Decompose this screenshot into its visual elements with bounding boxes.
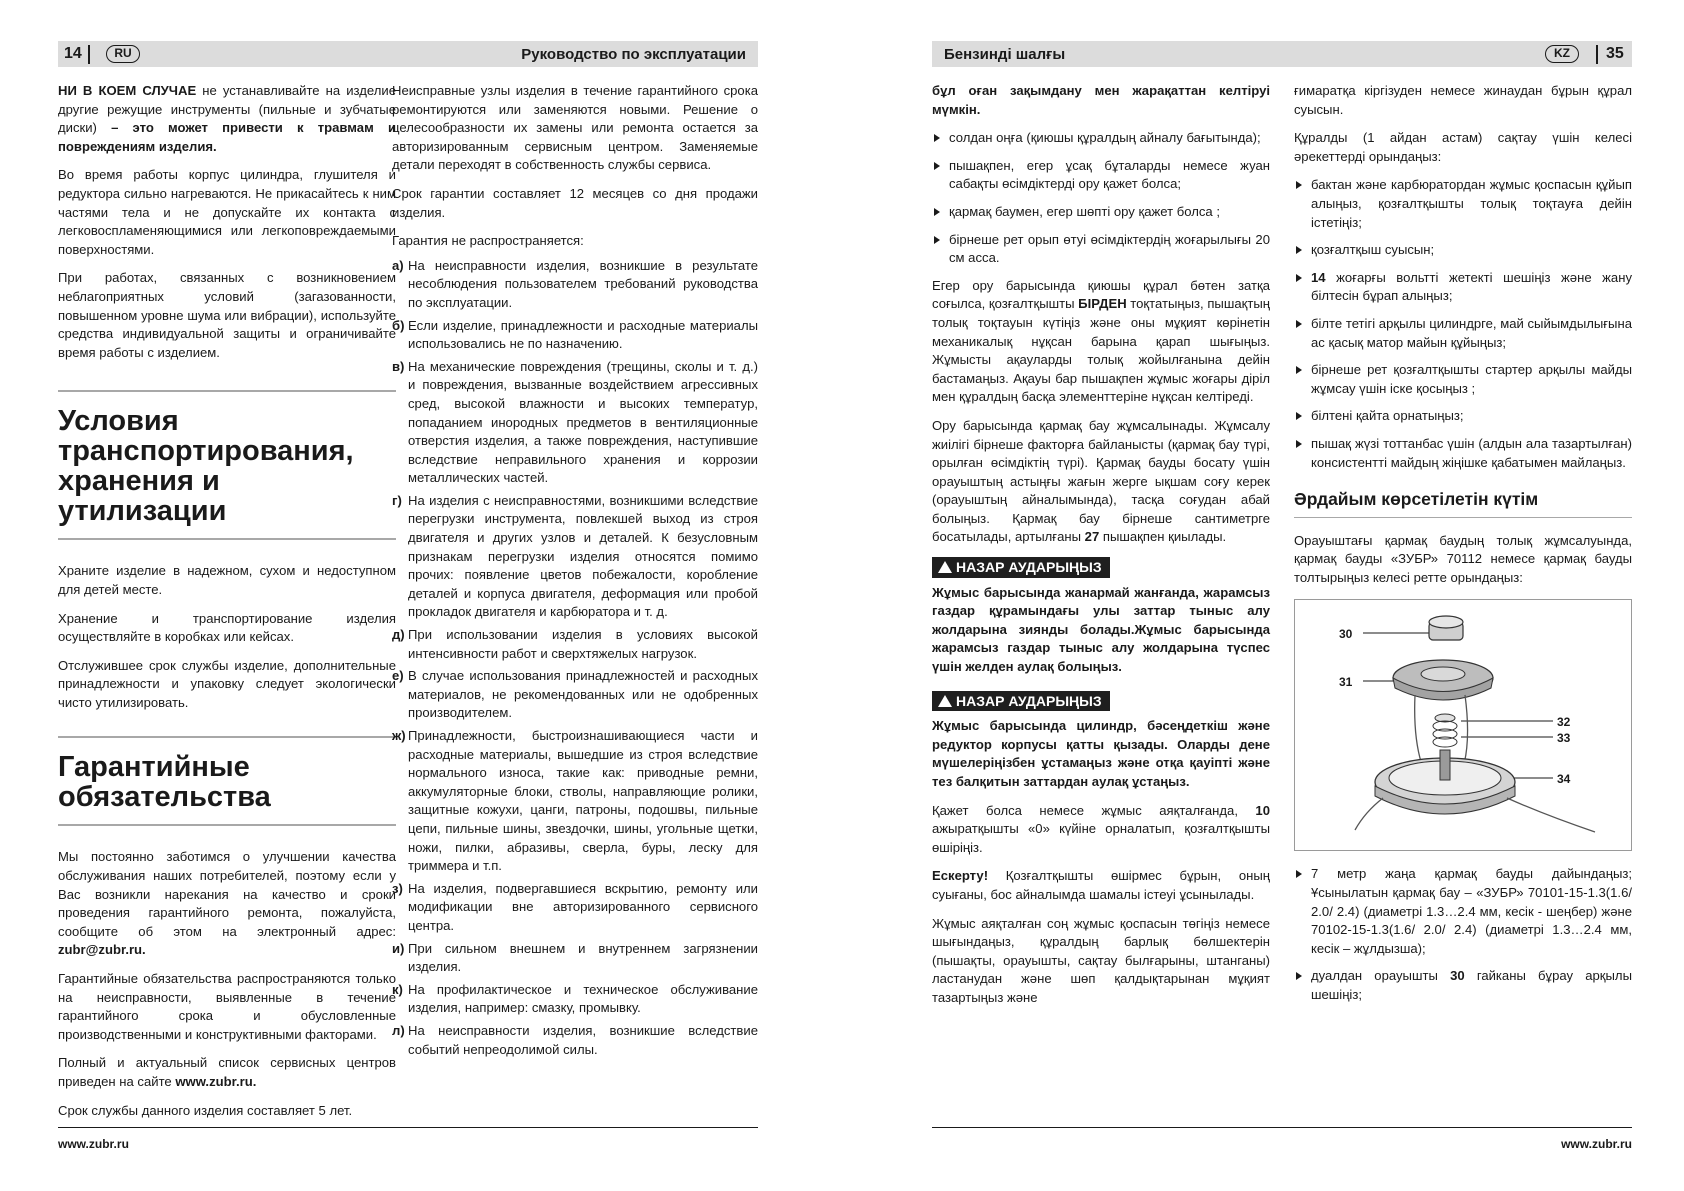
page-number: 35 xyxy=(1606,45,1624,62)
list-item: бактан және карбюратордан жұмыс қоспасын құйып алыңыз, қозғалтқышты толық тоқтауға дейін істетіңіз; xyxy=(1294,176,1632,232)
bullet-arrow-icon xyxy=(1294,269,1308,306)
list-item: д) При использовании изделия в условиях высокой интенсивности работ и сверхтяжелых нагрузок. xyxy=(392,627,758,661)
header-bar xyxy=(932,41,1632,67)
section-title-storage: Условия транспортирования, хранения и утилизации xyxy=(58,405,354,528)
warning-triangle-icon xyxy=(938,561,952,573)
list-item: білтені қайта орнатыңыз; xyxy=(1294,407,1632,426)
warning-banner: НАЗАР АУДАРЫҢЫЗ xyxy=(932,557,1110,578)
list-item: пышақпен, егер ұсақ бұталарды немесе жуан сабақты өсімдіктерді ору қажет болса; xyxy=(932,157,1270,194)
disposal-paragraph: Отслужившее срок службы изделие, дополнительные принадлежности и упаковку следует экологически чисто утилизировать. xyxy=(58,657,396,710)
list-item: қозғалтқыш суысын; xyxy=(1294,241,1632,260)
list-item: бірнеше рет қозғалтқышты стартер арқылы майды жұмсау үшін іске қосыңыз ; xyxy=(1294,361,1632,398)
section-divider xyxy=(58,390,396,392)
service-life-paragraph: Срок службы данного изделия составляет 5 лет. xyxy=(58,1102,353,1118)
page-number: 14 xyxy=(64,45,82,62)
warning-text: Жұмыс барысында жанармай жанғанда, жарамсыз газдар құрамындағы улы заттар тыныс алу жолдарына зиянды болады.Жұмыс барысында жарамсыз газдар тыныс алу жолдарына түспес үшін желден аулақ болыңыз. xyxy=(932,584,1270,675)
list-item: солдан оңға (қиюшы құралдың айналу бағытында); xyxy=(932,129,1270,148)
list-item: 14 жоғарғы вольтті жетекті шешіңіз және жану білтесін бұрап алыңыз; xyxy=(1294,269,1632,306)
storage-bullets xyxy=(1294,176,1632,472)
list-item: з) На изделия, подвергавшиеся вскрытию, ремонту или модификации вне авторизированного сервисного центра. xyxy=(392,880,758,933)
list-item: г) На изделия с неисправностями, возникшими вследствие перегрузки инструмента, повлекшей выход из строя двигателя и других узлов и деталей. К безусловным признакам перегрузки изделия относятся помимо прочих: появление цветов побежалости, коробление деталей и корпуса двигателя, деформация или пробой прокладок двигателя и карбюратора и т. д. xyxy=(392,492,758,620)
section-divider xyxy=(58,824,396,826)
right-column-2 xyxy=(1294,82,1632,1014)
exclusions-list xyxy=(392,257,758,1059)
bullet-arrow-icon xyxy=(932,157,946,194)
list-item: и) При сильном внешнем и внутреннем загрязнении изделия. xyxy=(392,940,758,975)
mowing-bullets xyxy=(932,129,1270,268)
service-centers-paragraph: Полный и актуальный список сервисных центров приведен на сайте www.zubr.ru. xyxy=(58,1055,396,1089)
switch-off-paragraph: Қажет болса немесе жұмыс аяқталғанда, 10 ажыратқышты «0» күйіне орналатып, қозғалтқышты өшіріңіз. xyxy=(932,802,1270,855)
section-divider xyxy=(58,538,396,540)
collision-paragraph: Егер ору барысында қиюшы құрал бөтен затқа соғылса, қозғалтқышты БІРДЕН тоқтатыңыз, пышақтың толық тоқтауын күтіңіз және оны мұқият көрінетін механикалық нұқсан барына қарап шығыңыз. Жұмысты ақауларды толық жойылғанына дейін бастамаңыз. Ақауы бар пышақпен жұмыс жоғары діріл мен құралдың басқа элементтеріне нұқсан келтіреді. xyxy=(932,277,1270,405)
warning-triangle-icon xyxy=(938,695,952,707)
warranty-scope-paragraph: Гарантийные обязательства распространяются только на неисправности, выявленные в течение гарантийного срока и обусловленные производственными и конструктивными факторами. xyxy=(58,971,396,1042)
callout-label: 31 xyxy=(1339,675,1353,690)
language-badge: KZ xyxy=(1545,45,1579,63)
footer-url[interactable]: www.zubr.ru xyxy=(1561,1137,1632,1151)
line-replacement-bullets xyxy=(1294,865,1632,1004)
line-replacement-intro: Орауыштағы қармақ баудың толық жұмсалуында, қармақ бауды «ЗУБР» 70112 немесе қармақ бауды толтырыңыз келесі ретте орындаңыз: xyxy=(1294,532,1632,585)
list-item: е) В случае использования принадлежностей и расходных материалов, не рекомендованных или не одобренных производителем. xyxy=(392,668,758,721)
website-link[interactable]: www.zubr.ru. xyxy=(175,1074,257,1089)
safety-paragraph: НИ В КОЕМ СЛУЧАЕ не устанавливайте на изделие другие режущие инструменты (пильные и зубчатые диски) – это может привести к травмам и повреждениям изделия. xyxy=(58,83,396,154)
bullet-arrow-icon xyxy=(1294,361,1308,398)
email-link[interactable]: zubr@zubr.ru. xyxy=(58,942,146,958)
list-item: пышақ жүзі тоттанбас үшін (алдын ала тазартылған) консистентті майдың жіңішке қабатымен майлаңыз. xyxy=(1294,435,1632,472)
storage-paragraph: Храните изделие в надежном, сухом и недоступном для детей месте. xyxy=(58,563,396,597)
callout-label: 30 xyxy=(1339,627,1353,642)
bullet-arrow-icon xyxy=(932,231,946,268)
trimmer-head-figure xyxy=(1294,599,1632,851)
list-item: б) Если изделие, принадлежности и расходные материалы использовались не по назначению. xyxy=(392,317,758,352)
list-item: 7 метр жаңа қармақ бауды дайындаңыз; Ұсынылатын қармақ бау – «ЗУБР» 70101-15-1.3(1.6/ 2.0/ 2.4) (диаметрі 1.3…2.4 мм, кесік - шеңбер) және 70102-15-1.3(1.6/ 2.0/ 2.4) (диаметрі 1.3…2.4 мм, кесік – жұлдызша); xyxy=(1294,865,1632,958)
note-paragraph: Ескерту! Қозғалтқышты өшірмес бұрын, оның суығаны, бос айналымда шамалы істеуі ұсынылады. xyxy=(932,868,1270,902)
list-item: л) На неисправности изделия, возникшие вследствие событий непреодолимой силы. xyxy=(392,1022,758,1057)
bullet-arrow-icon xyxy=(932,203,946,222)
section-divider xyxy=(58,736,396,738)
header-title: Бензинді шалғы xyxy=(944,46,1066,63)
subsection-divider xyxy=(1294,517,1632,518)
subsection-title: Әрдайым көрсетілетін күтім xyxy=(1294,489,1539,510)
list-item: в) На механические повреждения (трещины, сколы и т. д.) и повреждения, вызванные воздействием агрессивных сред, высокой влажности и высоких температур, попаданием инородных предметов в вентиляционные отверстия изделия, а также повреждения, наступившие вследствие неправильного хранения и коррозии металлических частей. xyxy=(392,358,758,486)
header-title: Руководство по эксплуатации xyxy=(521,46,746,63)
damage-note: бұл оған зақымдану мен жарақаттан келтіруі мүмкін. xyxy=(932,83,1270,117)
bullet-arrow-icon xyxy=(1294,241,1308,260)
bullet-arrow-icon xyxy=(1294,176,1308,232)
footer-url[interactable]: www.zubr.ru xyxy=(58,1137,129,1151)
list-item: қармақ баумен, егер шөпті ору қажет болса ; xyxy=(932,203,1270,222)
transport-paragraph: Хранение и транспортирование изделия осуществляйте в коробках или кейсах. xyxy=(58,610,396,645)
bullet-arrow-icon xyxy=(1294,315,1308,352)
section-title-warranty: Гарантийные обязательства xyxy=(58,751,271,814)
cooldown-paragraph: ғимаратқа кіргізуден немесе жинаудан бұрын құрал суысын. xyxy=(1294,83,1632,117)
list-item: білте тетігі арқылы цилиндрге, май сыйымдылығына ас қасық матор майын құйыңыз; xyxy=(1294,315,1632,352)
service-quality-paragraph: Мы постоянно заботимся о улучшении качества обслуживания наших потребителей, поэтому если у Вас возникли нарекания на качество и сроки проведения гарантийного ремонта, пожалуйста, сообщите об этом на электронный адрес: zubr@zubr.ru. xyxy=(58,849,396,958)
list-item: ж) Принадлежности, быстроизнашивающиеся части и расходные материалы, вышедшие из строя вследствие нормального износа, такие как: приводные ремни, аккумуляторные блоки, стволы, направляющие ролики, защитные кожухи, цанги, патроны, подошвы, пильные цепи, пильные шины, звездочки, шины, угольные щетки, ножи, пилки, абразивы, сверла, буры, леску для триммера и т.п. xyxy=(392,728,758,874)
repair-paragraph: Неисправные узлы изделия в течение гарантийного срока ремонтируются или заменяются новыми. Решение о целесообразности их замены или ремонта остается за авторизированным сервисным центром. Заменяемые детали переходят в собственность службы сервиса. xyxy=(392,83,758,173)
bullet-arrow-icon xyxy=(1294,435,1308,472)
footer-rule xyxy=(58,1127,758,1128)
right-page xyxy=(932,0,1632,1191)
header-divider xyxy=(1596,45,1598,64)
header-bar xyxy=(58,41,758,67)
bullet-arrow-icon xyxy=(1294,865,1308,958)
heat-warning-paragraph: Во время работы корпус цилиндра, глушителя и редуктора сильно нагреваются. Не прикасайтесь к ним частями тела и не допускайте их контакта с легковоспламеняющимися или легкоповреждаемыми поверхностями. xyxy=(58,167,396,257)
warranty-period-paragraph: Срок гарантии составляет 12 месяцев со дня продажи изделия. xyxy=(392,185,758,220)
bullet-arrow-icon xyxy=(932,129,946,148)
list-item: бірнеше рет орып өтуі өсімдіктердің жоғарылығы 20 см асса. xyxy=(932,231,1270,268)
callout-label: 34 xyxy=(1557,772,1571,787)
line-usage-paragraph: Ору барысында қармақ бау жұмсалынады. Жұмсалу жиілігі бірнеше факторға байланысты (қармақ бау түрі, орылған өсімдіктің түрі). Қармақ бауды босату үшін орауыштың астыңғы жағын жерге ықшам соғу керек (орауыштың айналымында), тасқа соғудан абай болыңыз. Қармақ бау бірнеше сантиметрге босатылады, артылғаны 27 пышақпен қиылады. xyxy=(932,417,1270,545)
footer-rule xyxy=(932,1127,1632,1128)
callout-label: 32 xyxy=(1557,715,1571,730)
bullet-arrow-icon xyxy=(1294,967,1308,1004)
language-badge: RU xyxy=(106,45,140,63)
callout-label: 33 xyxy=(1557,731,1571,746)
left-page xyxy=(58,0,758,1191)
cleaning-paragraph: Жұмыс аяқталған соң жұмыс қоспасын төгіңіз немесе шығындаңыз, құралдың барлық бөлшектерін (пышақты, орауышты, сақтау былғарыны, штанганы) ластанудан және шөп қалдықтарынан мұқият тазартыңыз және xyxy=(932,915,1270,1005)
exclusions-intro: Гарантия не распространяется: xyxy=(392,233,584,249)
list-item: а) На неисправности изделия, возникшие в результате несоблюдения пользователем требований руководства по эксплуатации. xyxy=(392,257,758,310)
protection-paragraph: При работах, связанных с возникновением неблагоприятных условий (загазованности, повышенном уровне шума или вибрации), используйте средства индивидуальной защиты и ограничивайте время работы с изделием. xyxy=(58,270,396,360)
list-item: к) На профилактическое и техническое обслуживание изделия, например: смазку, промывку. xyxy=(392,981,758,1016)
left-column-2 xyxy=(392,82,758,1063)
warning-banner: НАЗАР АУДАРЫҢЫЗ xyxy=(932,691,1110,712)
bullet-arrow-icon xyxy=(1294,407,1308,426)
left-column-1 xyxy=(58,82,396,1130)
list-item: дуалдан орауышты 30 гайканы бұрау арқылы шешіңіз; xyxy=(1294,967,1632,1004)
header-divider xyxy=(88,45,90,64)
right-column-1 xyxy=(932,82,1270,1018)
storage-intro: Құралды (1 айдан астам) сақтау үшін келесі әрекеттерді орындаңыз: xyxy=(1294,130,1632,164)
warning-text: Жұмыс барысында цилиндр, бәсеңдеткіш және редуктор корпусы қатты қызады. Оларды дене мүшелеріңізбен ұстамаңыз және отқа қауіпті және тез балқитын заттардан аулақ ұстаңыз. xyxy=(932,718,1270,789)
